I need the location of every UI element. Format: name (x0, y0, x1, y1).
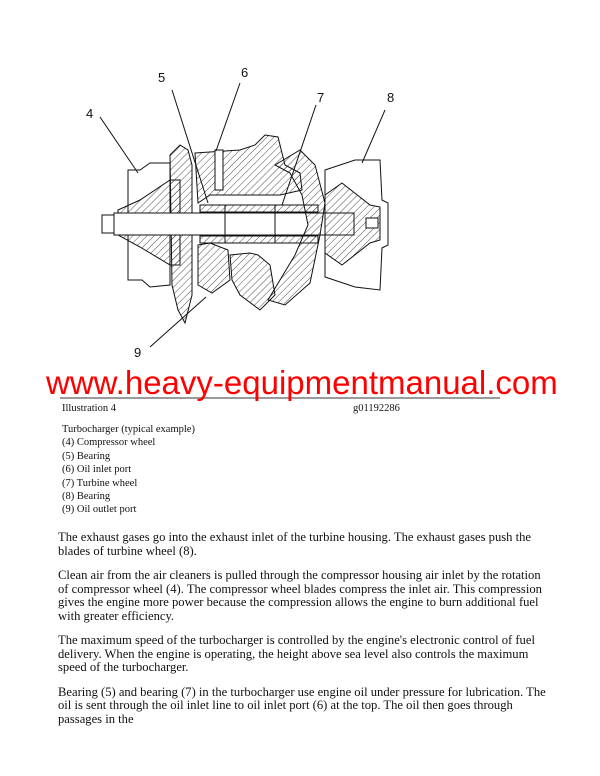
legend-item: (4) Compressor wheel (62, 437, 156, 449)
legend-item: (8) Bearing (62, 491, 111, 503)
turbocharger-illustration (80, 55, 420, 370)
body-text (58, 531, 553, 737)
illustration-number: Illustration 4 (62, 403, 116, 414)
paragraph: The maximum speed of the turbocharger is controlled by the engine's electronic control of fuel delivery. When the engine is operating, the height above sea level also controls the maximum speed of the turbocharger. (58, 633, 535, 674)
illustration-caption (62, 403, 542, 414)
paragraph: The exhaust gases go into the exhaust inlet of the turbine housing. The exhaust gases push the blades of turbine wheel (8). (58, 530, 531, 558)
legend-item: (6) Oil inlet port (62, 464, 132, 476)
illustration-legend (62, 423, 195, 517)
paragraph: Clean air from the air cleaners is pulled through the compressor housing air inlet by the rotation of compressor wheel (4). The compressor wheel blades compress the inlet air. This compression gives the engine more power because the compression allows the engine to burn additional fuel with greater efficiency. (58, 568, 542, 623)
legend-title: Turbocharger (typical example) (62, 424, 195, 435)
graphic-id: g01192286 (353, 403, 400, 414)
callout-8: 8 (387, 90, 395, 105)
legend-item: (5) Bearing (62, 450, 111, 462)
turbocharger-cross-section-drawing (80, 55, 420, 370)
paragraph: Bearing (5) and bearing (7) in the turbocharger use engine oil under pressure for lubrication. The oil is sent through the oil inlet line to oil inlet port (6) at the top. The oil then goes through passages in the (58, 684, 546, 726)
watermark-link[interactable]: www.heavy-equipmentmanual.com (46, 364, 558, 401)
legend-item: (9) Oil outlet port (62, 504, 137, 516)
legend-item: (7) Turbine wheel (62, 477, 138, 489)
callout-6: 6 (241, 65, 249, 80)
callout-5: 5 (158, 70, 166, 85)
callout-7: 7 (317, 90, 325, 105)
callout-9: 9 (134, 345, 142, 360)
callout-4: 4 (86, 106, 94, 121)
